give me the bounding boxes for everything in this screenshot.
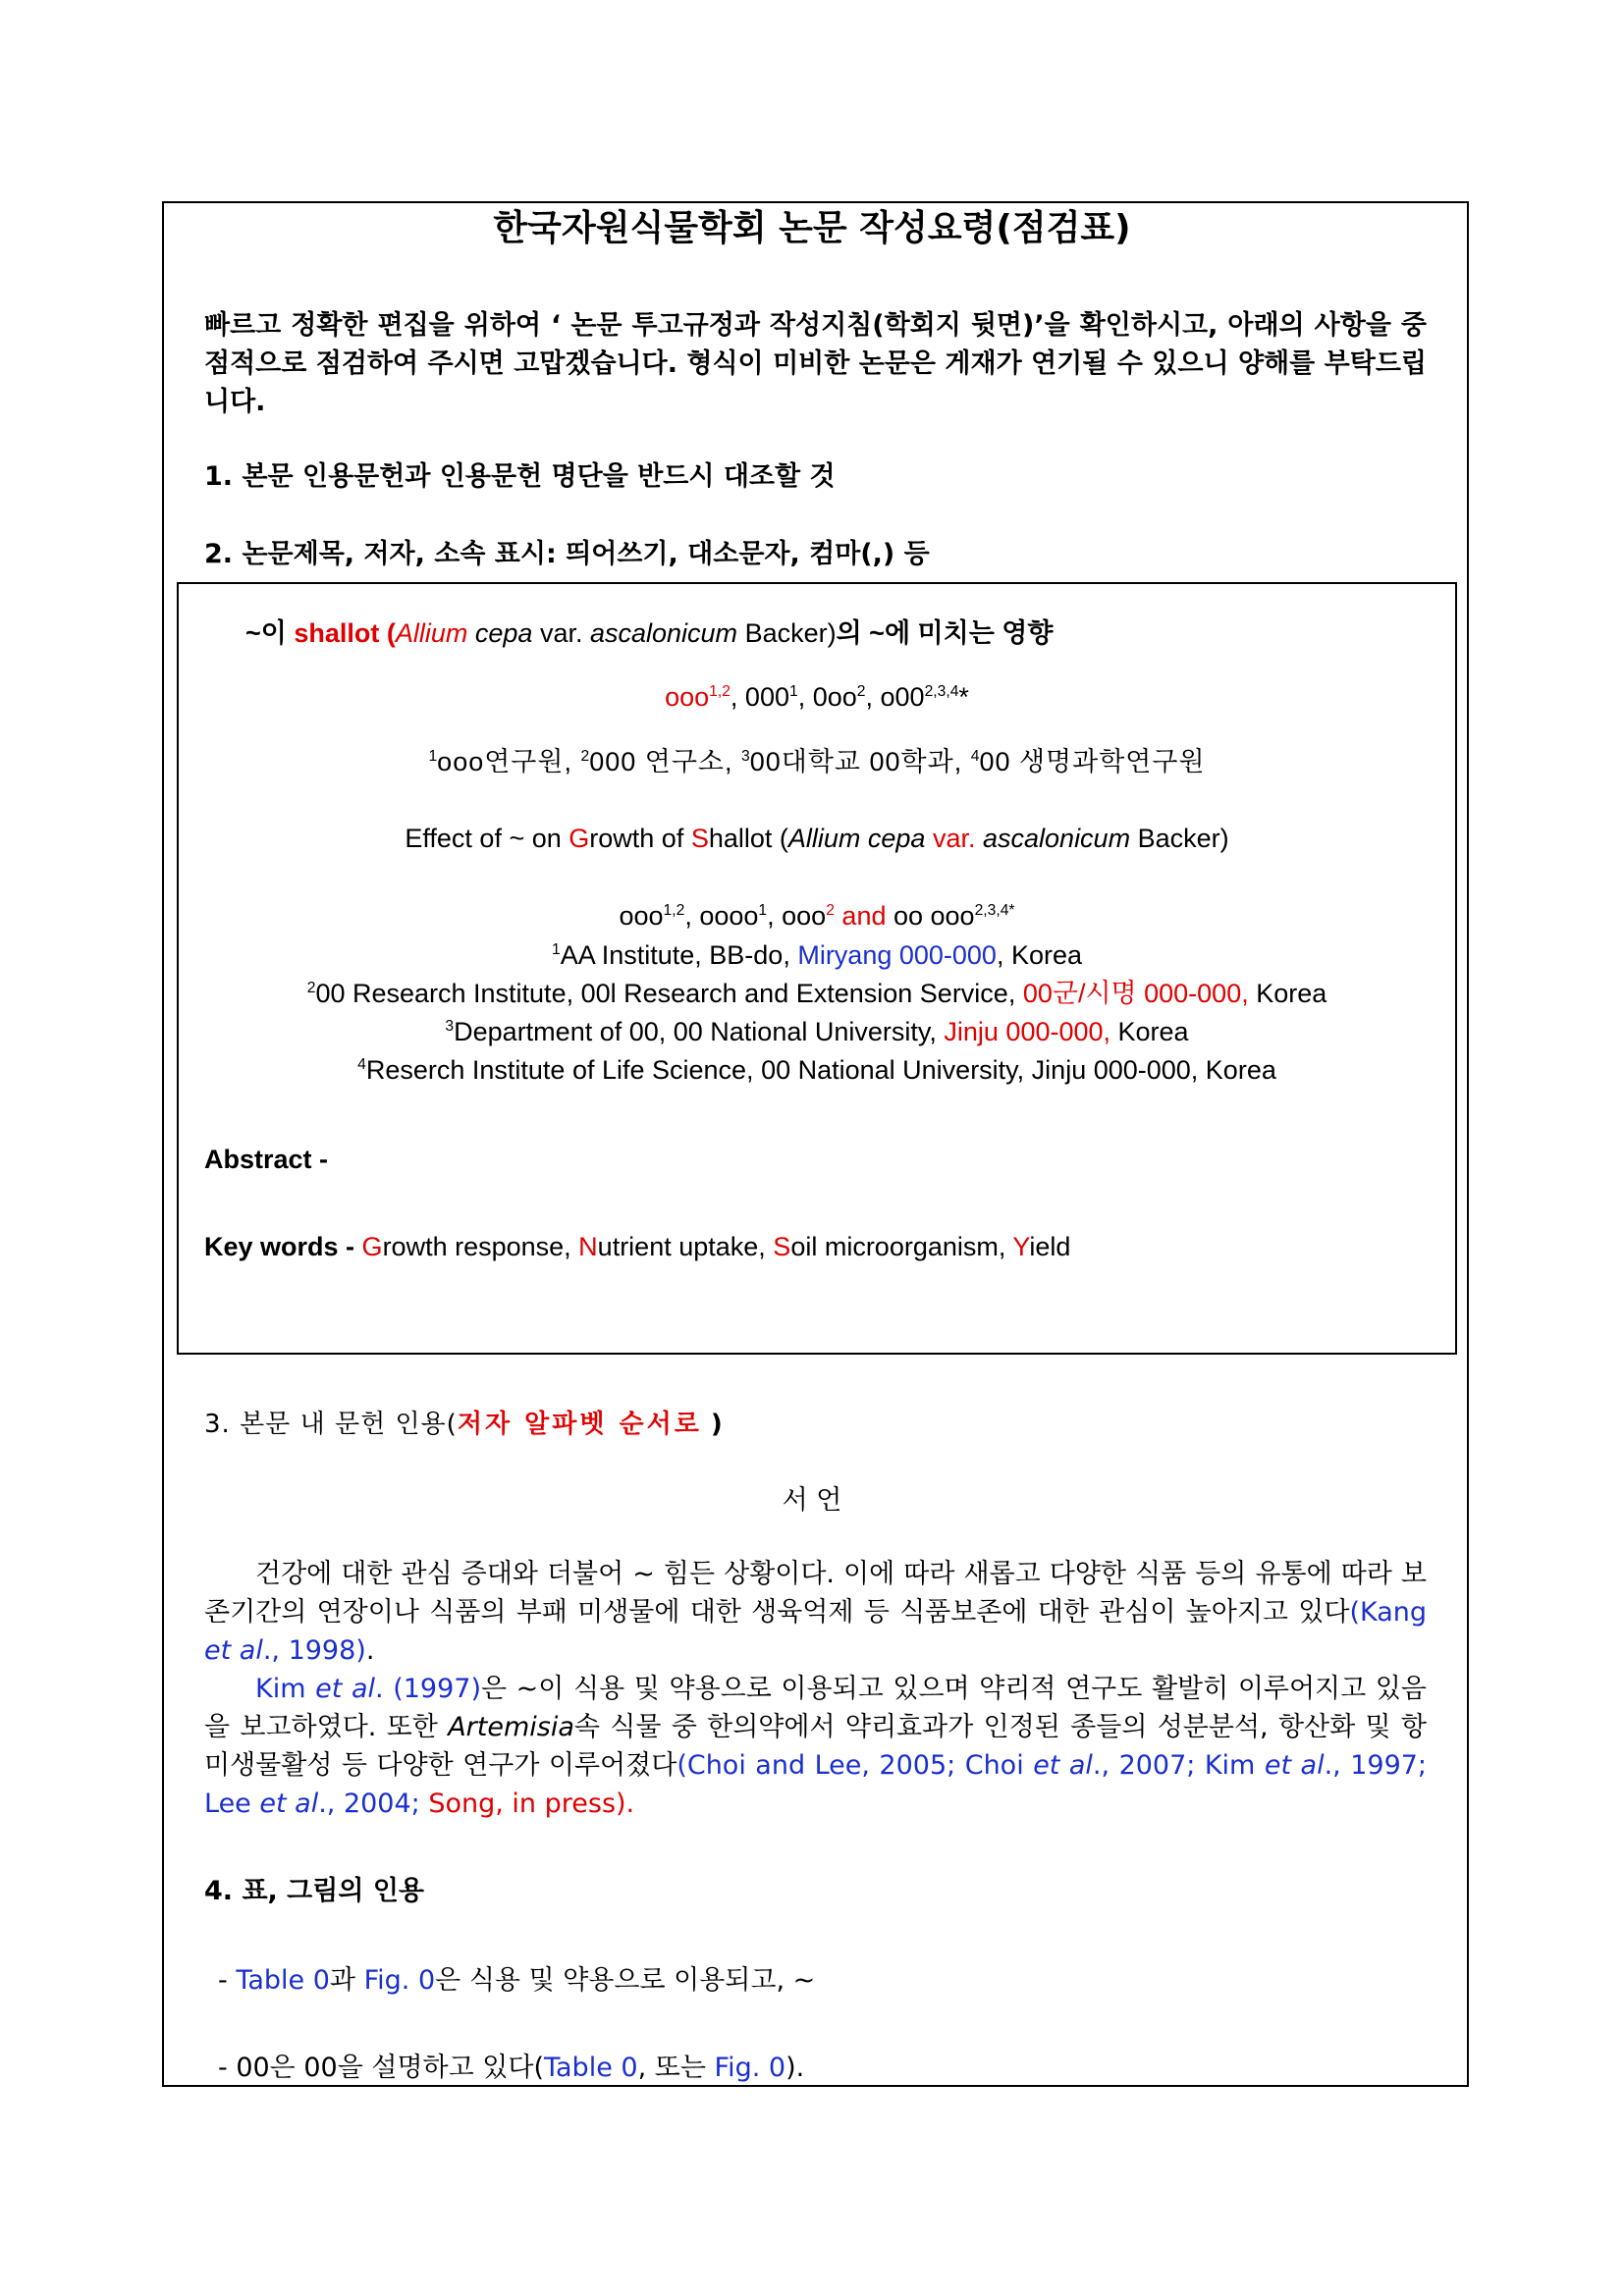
sample-affiliation-2: $^2$00 Research Institute, 00l Research and Extension Service, 00군/시명 000-000, Korea xyxy=(306,979,1327,1008)
figure-citation-1: - Table 0과 Fig. 0은 식용 및 약용으로 이용되고, ~ xyxy=(218,1965,816,1996)
sample-abstract: Abstract - xyxy=(204,1145,329,1174)
section-heading: 서 언 xyxy=(782,1485,842,1516)
item-4: 4. 표, 그림의 인용 xyxy=(204,1876,424,1906)
item-1: 1. 본문 인용문헌과 인용문헌 명단을 반드시 대조할 것 xyxy=(204,461,836,492)
item-2: 2. 논문제목, 저자, 소속 표시: 띄어쓰기, 대소문자, 컴마(,) 등 xyxy=(204,539,930,569)
sample-korean-title: ~이 shallot (Allium cepa var. ascalonicum Backer)의 ~에 미치는 영향 xyxy=(245,618,1054,648)
sample-korean-affiliations: $^1$ooo연구원, $^2$000 연구소, $^3$00대학교 00학과, $^4$00 생명과학연구원 xyxy=(428,747,1206,776)
page-title: 한국자원식물학회 논문 작성요령(점검표) xyxy=(493,208,1131,248)
body-paragraph-1: 건강에 대한 관심 증대와 더불어 ~ 힘든 상황이다. 이에 따라 새롭고 다양한 식품 등의 유통에 따라 보존기간의 연장이나 식품의 부패 미생물에 대한 생육억제 등 식품보존에 대한 관심이 높아지고 있다(Kang et al., 1998). xyxy=(204,1559,1427,1666)
body-paragraph-2: Kim et al. (1997)은 ~이 식용 및 약용으로 이용되고 있으며 약리적 연구도 활발히 이루어지고 있음을 보고하였다. 또한 Artemisia속 식물 중 한의약에서 약리효과가 인정된 종들의 성분분석, 항산화 및 항미생물활성 등 다양한 연구가 이루어졌다(Choi and Lee, 2005; Choi et al., 2007; Kim et al., 1997; Lee et al., 2004; Song, in press). xyxy=(204,1674,1428,1819)
intro-paragraph: 빠르고 정확한 편집을 위하여 ‘ 논문 투고규정과 작성지침(학회지 뒷면)’을 확인하시고, 아래의 사항을 중점적으로 점검하여 주시면 고맙겠습니다. 형식이 미비한 논문은 게재가 연기될 수 있으니 양해를 부탁드립니다. xyxy=(204,310,1427,417)
sample-affiliation-4: $^4$Reserch Institute of Life Science, 00 National University, Jinju 000-000, Korea xyxy=(357,1055,1276,1085)
sample-english-authors: ooo$^{1,2}$, oooo$^1$, ooo$^2$ and oo ooo$^{2,3,4*}$ xyxy=(619,901,1015,931)
item-3: 3. 본문 내 문헌 인용(저자 알파벳 순서로 ) xyxy=(204,1410,723,1439)
sample-korean-authors: ooo$^{1,2}$, $000^1$, $0oo^2$, o00$^{2,3,4}$* xyxy=(665,682,969,712)
figure-citation-2: - 00은 00을 설명하고 있다(Table 0, 또는 Fig. 0). xyxy=(218,2053,805,2083)
sample-affiliation-1: $^1$AA Institute, BB-do, Miryang 000-000, Korea xyxy=(551,940,1083,970)
sample-english-title: Effect of ~ on Growth of Shallot (Allium cepa var. ascalonicum Backer) xyxy=(405,824,1229,853)
sample-keywords: Key words - Growth response, Nutrient uptake, Soil microorganism, Yield xyxy=(204,1232,1071,1261)
sample-affiliation-3: $^3$Department of 00, 00 National University, Jinju 000-000, Korea xyxy=(445,1017,1189,1046)
